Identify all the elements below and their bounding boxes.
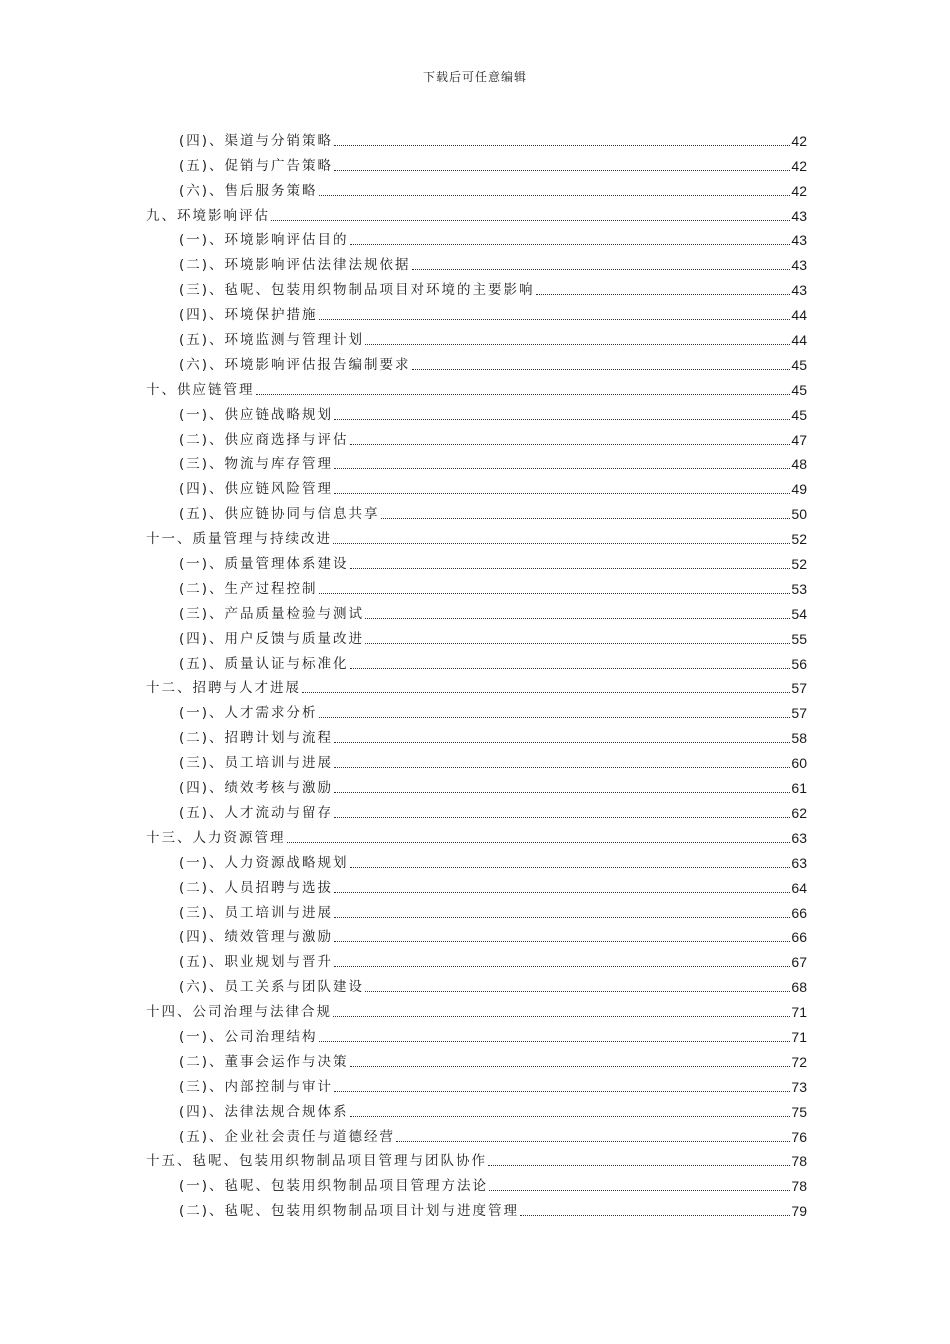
toc-section-entry[interactable] [0, 697, 950, 722]
toc-entry-label: (五)、供应链协同与信息共享 [179, 506, 380, 523]
toc-entry-label: 十五、毡呢、包装用织物制品项目管理与团队协作 [146, 1153, 487, 1170]
toc-page-number: 71 [791, 1028, 807, 1045]
toc-section-entry[interactable] [0, 1071, 950, 1096]
toc-section-entry[interactable] [0, 175, 950, 200]
toc-entry-label: (一)、公司治理结构 [179, 1028, 318, 1045]
toc-dot-leader [350, 1066, 791, 1067]
toc-section-entry[interactable] [0, 1021, 950, 1046]
toc-dot-leader [350, 244, 791, 245]
toc-dot-leader [334, 468, 790, 469]
toc-page-number: 49 [791, 481, 807, 498]
toc-section-entry[interactable] [0, 225, 950, 250]
toc-page-number: 60 [791, 755, 807, 772]
toc-page-number: 57 [791, 680, 807, 697]
toc-page-number: 42 [791, 132, 807, 149]
toc-section-entry[interactable] [0, 922, 950, 947]
toc-section-entry[interactable] [0, 274, 950, 299]
toc-dot-leader [256, 394, 791, 395]
toc-dot-leader [350, 867, 791, 868]
toc-page-number: 43 [791, 232, 807, 249]
toc-dot-leader [319, 195, 791, 196]
toc-entry-label: (一)、毡呢、包装用织物制品项目管理方法论 [179, 1178, 489, 1195]
toc-page-number: 62 [791, 804, 807, 821]
toc-dot-leader [302, 692, 790, 693]
toc-section-entry[interactable] [0, 971, 950, 996]
toc-dot-leader [319, 717, 791, 718]
toc-page-number: 43 [791, 257, 807, 274]
toc-entry-label: (六)、员工关系与团队建设 [179, 979, 365, 996]
toc-entry-label: (三)、内部控制与审计 [179, 1078, 334, 1095]
toc-entry-label: (三)、产品质量检验与测试 [179, 605, 365, 622]
toc-entry-label: 十、供应链管理 [146, 381, 255, 398]
toc-page-number: 45 [791, 356, 807, 373]
toc-dot-leader [536, 294, 791, 295]
toc-section-entry[interactable] [0, 872, 950, 897]
toc-page-number: 54 [791, 605, 807, 622]
toc-entry-label: (三)、物流与库存管理 [179, 456, 334, 473]
toc-section-entry[interactable] [0, 946, 950, 971]
toc-dot-leader [334, 917, 790, 918]
toc-section-entry[interactable] [0, 498, 950, 523]
page-header: 下载后可任意编辑 [422, 70, 527, 84]
toc-page-number: 76 [791, 1128, 807, 1145]
toc-entry-label: (一)、供应链战略规划 [179, 406, 334, 423]
toc-section-entry[interactable] [0, 897, 950, 922]
toc-dot-leader [365, 991, 790, 992]
toc-page-number: 42 [791, 182, 807, 199]
toc-page-number: 53 [791, 580, 807, 597]
toc-page-number: 68 [791, 979, 807, 996]
toc-section-entry[interactable] [0, 299, 950, 324]
toc-dot-leader [350, 1116, 791, 1117]
toc-section-entry[interactable] [0, 150, 950, 175]
toc-section-entry[interactable] [0, 349, 950, 374]
toc-chapter-entry[interactable] [0, 523, 950, 548]
toc-chapter-entry[interactable] [0, 673, 950, 698]
toc-entry-label: (五)、促销与广告策略 [179, 157, 334, 174]
toc-dot-leader [365, 643, 790, 644]
toc-entry-label: (三)、毡呢、包装用织物制品项目对环境的主要影响 [179, 282, 535, 299]
toc-section-entry[interactable] [0, 1096, 950, 1121]
toc-dot-leader [365, 618, 790, 619]
toc-section-entry[interactable] [0, 598, 950, 623]
toc-page-number: 44 [791, 307, 807, 324]
toc-section-entry[interactable] [0, 648, 950, 673]
toc-entry-label: 十四、公司治理与法律合规 [146, 1004, 332, 1021]
toc-chapter-entry[interactable] [0, 374, 950, 399]
toc-entry-label: 十二、招聘与人才进展 [146, 680, 301, 697]
toc-dot-leader [334, 742, 790, 743]
toc-entry-label: (四)、渠道与分销策略 [179, 132, 334, 149]
toc-dot-leader [350, 568, 791, 569]
toc-chapter-entry[interactable] [0, 822, 950, 847]
toc-entry-label: (五)、企业社会责任与道德经营 [179, 1128, 396, 1145]
toc-page-number: 55 [791, 630, 807, 647]
toc-dot-leader [319, 593, 791, 594]
toc-page-number: 58 [791, 730, 807, 747]
table-of-contents [0, 125, 950, 1220]
toc-dot-leader [350, 444, 791, 445]
toc-dot-leader [520, 1215, 790, 1216]
toc-page-number: 78 [791, 1153, 807, 1170]
toc-dot-leader [334, 892, 790, 893]
toc-entry-label: (二)、供应商选择与评估 [179, 431, 349, 448]
toc-entry-label: (四)、法律法规合规体系 [179, 1103, 349, 1120]
toc-entry-label: 九、环境影响评估 [146, 207, 270, 224]
toc-entry-label: 十三、人力资源管理 [146, 829, 286, 846]
toc-page-number: 66 [791, 904, 807, 921]
toc-page-number: 66 [791, 929, 807, 946]
toc-section-entry[interactable] [0, 722, 950, 747]
toc-section-entry[interactable] [0, 473, 950, 498]
toc-page-number: 79 [791, 1203, 807, 1220]
toc-entry-label: 十一、质量管理与持续改进 [146, 531, 332, 548]
toc-page-number: 78 [791, 1178, 807, 1195]
toc-section-entry[interactable] [0, 797, 950, 822]
toc-dot-leader [489, 1190, 790, 1191]
toc-page-number: 63 [791, 854, 807, 871]
toc-section-entry[interactable] [0, 1121, 950, 1146]
toc-dot-leader [334, 941, 790, 942]
toc-section-entry[interactable] [0, 772, 950, 797]
toc-entry-label: (一)、人力资源战略规划 [179, 854, 349, 871]
toc-page-number: 56 [791, 655, 807, 672]
toc-page-number: 42 [791, 157, 807, 174]
toc-dot-leader [334, 493, 790, 494]
toc-entry-label: (五)、人才流动与留存 [179, 804, 334, 821]
toc-dot-leader [334, 145, 790, 146]
toc-entry-label: (四)、供应链风险管理 [179, 481, 334, 498]
toc-entry-label: (四)、绩效管理与激励 [179, 929, 334, 946]
toc-chapter-entry[interactable] [0, 1146, 950, 1171]
toc-entry-label: (二)、董事会运作与决策 [179, 1053, 349, 1070]
toc-dot-leader [381, 518, 791, 519]
toc-entry-label: (三)、员工培训与进展 [179, 755, 334, 772]
toc-entry-label: (四)、环境保护措施 [179, 307, 318, 324]
toc-chapter-entry[interactable] [0, 996, 950, 1021]
toc-entry-label: (一)、人才需求分析 [179, 705, 318, 722]
toc-page-number: 48 [791, 456, 807, 473]
toc-page-number: 71 [791, 1004, 807, 1021]
toc-page-number: 73 [791, 1078, 807, 1095]
toc-section-entry[interactable] [0, 399, 950, 424]
toc-page-number: 45 [791, 406, 807, 423]
toc-page-number: 43 [791, 207, 807, 224]
toc-section-entry[interactable] [0, 548, 950, 573]
toc-dot-leader [333, 543, 790, 544]
toc-page-number: 72 [791, 1053, 807, 1070]
toc-entry-label: (三)、员工培训与进展 [179, 904, 334, 921]
toc-dot-leader [334, 170, 790, 171]
toc-page-number: 50 [791, 506, 807, 523]
toc-page-number: 57 [791, 705, 807, 722]
toc-entry-label: (二)、人员招聘与选拔 [179, 879, 334, 896]
toc-dot-leader [334, 817, 790, 818]
toc-section-entry[interactable] [0, 747, 950, 772]
toc-entry-label: (四)、用户反馈与质量改进 [179, 630, 365, 647]
toc-page-number: 47 [791, 431, 807, 448]
toc-dot-leader [319, 1041, 791, 1042]
toc-page-number: 61 [791, 780, 807, 797]
toc-section-entry[interactable] [0, 125, 950, 150]
toc-entry-label: (二)、生产过程控制 [179, 580, 318, 597]
toc-entry-label: (二)、毡呢、包装用织物制品项目计划与进度管理 [179, 1203, 520, 1220]
toc-chapter-entry[interactable] [0, 200, 950, 225]
toc-section-entry[interactable] [0, 324, 950, 349]
toc-dot-leader [319, 319, 791, 320]
toc-entry-label: (二)、招聘计划与流程 [179, 730, 334, 747]
toc-entry-label: (二)、环境影响评估法律法规依据 [179, 257, 411, 274]
toc-page-number: 52 [791, 531, 807, 548]
toc-dot-leader [365, 344, 790, 345]
toc-section-entry[interactable] [0, 449, 950, 474]
toc-section-entry[interactable] [0, 249, 950, 274]
toc-entry-label: (六)、环境影响评估报告编制要求 [179, 356, 411, 373]
toc-section-entry[interactable] [0, 424, 950, 449]
toc-page-number: 52 [791, 556, 807, 573]
toc-dot-leader [334, 1091, 790, 1092]
toc-entry-label: (四)、绩效考核与激励 [179, 780, 334, 797]
toc-dot-leader [271, 220, 790, 221]
toc-entry-label: (五)、质量认证与标准化 [179, 655, 349, 672]
toc-entry-label: (一)、质量管理体系建设 [179, 556, 349, 573]
toc-dot-leader [334, 966, 790, 967]
toc-dot-leader [412, 269, 791, 270]
toc-dot-leader [334, 419, 790, 420]
toc-section-entry[interactable] [0, 1195, 950, 1220]
toc-page-number: 44 [791, 332, 807, 349]
toc-dot-leader [333, 1016, 790, 1017]
toc-page-number: 45 [791, 381, 807, 398]
toc-section-entry[interactable] [0, 1046, 950, 1071]
toc-entry-label: (五)、环境监测与管理计划 [179, 332, 365, 349]
toc-entry-label: (五)、职业规划与晋升 [179, 954, 334, 971]
toc-page-number: 64 [791, 879, 807, 896]
toc-dot-leader [396, 1141, 790, 1142]
toc-section-entry[interactable] [0, 847, 950, 872]
toc-section-entry[interactable] [0, 623, 950, 648]
toc-dot-leader [287, 842, 791, 843]
toc-page-number: 75 [791, 1103, 807, 1120]
toc-entry-label: (六)、售后服务策略 [179, 182, 318, 199]
toc-dot-leader [488, 1165, 790, 1166]
toc-section-entry[interactable] [0, 573, 950, 598]
toc-section-entry[interactable] [0, 1170, 950, 1195]
toc-dot-leader [334, 792, 790, 793]
toc-page-number: 67 [791, 954, 807, 971]
toc-entry-label: (一)、环境影响评估目的 [179, 232, 349, 249]
toc-page-number: 63 [791, 829, 807, 846]
toc-dot-leader [334, 767, 790, 768]
toc-page-number: 43 [791, 282, 807, 299]
toc-dot-leader [412, 369, 791, 370]
toc-dot-leader [350, 668, 791, 669]
